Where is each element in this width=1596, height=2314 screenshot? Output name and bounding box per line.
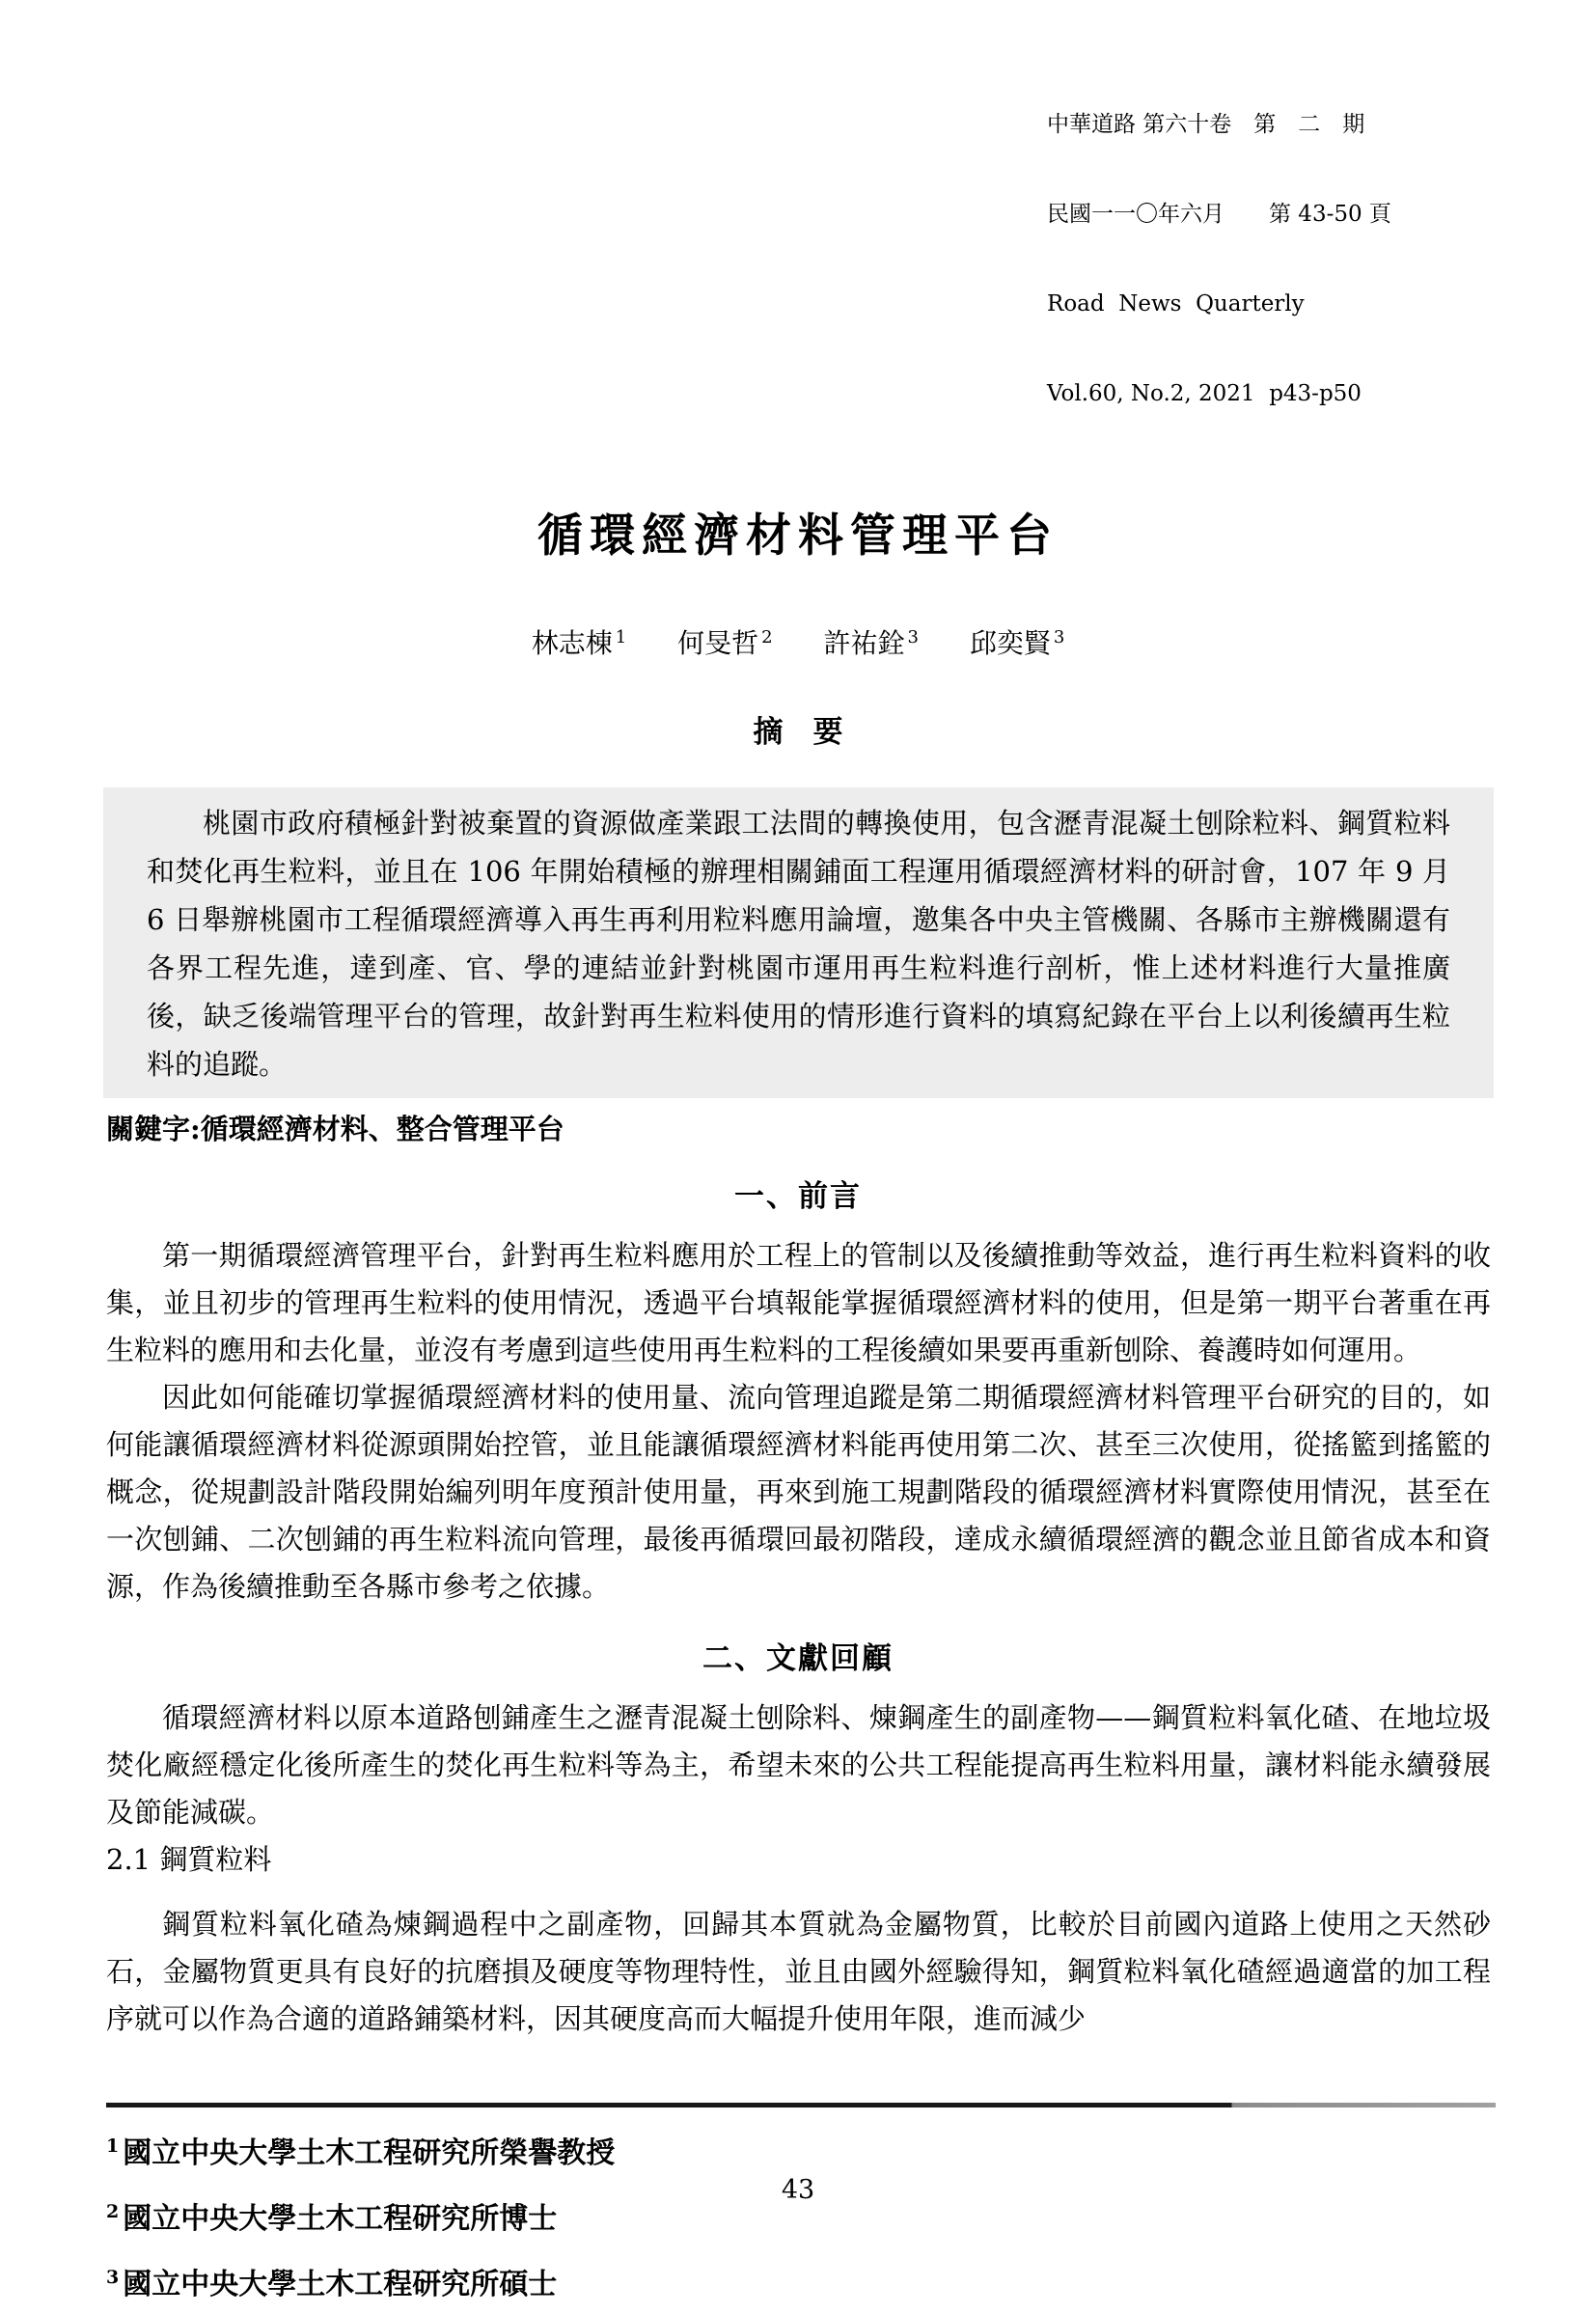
paper-page <box>0 50 1596 2307</box>
section-heading-introduction: 一、前言 <box>734 1179 862 1214</box>
journal-header-line-journal-en: Road News Quarterly <box>1047 291 1305 317</box>
author-affiliation-mark: 1 <box>615 626 627 647</box>
body-paragraph: 鋼質粒料氧化碴為煉鋼過程中之副產物，回歸其本質就為金屬物質，比較於目前國內道路上使用之天然砂石，金屬物質更具有良好的抗磨損及硬度等物理特性，並且由國外經驗得知，鋼質粒料氧化碴經過適當的加工程序就可以作為合適的道路鋪築材料，因其硬度高而大幅提升使用年限，進而減少 <box>106 1908 1491 2035</box>
footnote-mark: 2 <box>106 2201 120 2222</box>
footnote-text: 國立中央大學土木工程研究所榮譽教授 <box>123 2136 616 2170</box>
author-name: 許祐銓 <box>823 627 905 659</box>
footnote-divider <box>106 2103 1496 2107</box>
footnote-text: 國立中央大學土木工程研究所博士 <box>123 2202 558 2236</box>
footnotes <box>106 2117 1490 2314</box>
journal-header-line-vol-en: Vol.60, No.2, 2021 p43-p50 <box>1047 381 1362 406</box>
keywords-line: 關鍵字:循環經濟材料、整合管理平台 <box>106 1113 564 1145</box>
journal-header-line-volume: 中華道路 第六十卷 第 二 期 <box>1047 112 1365 137</box>
page-number: 43 <box>781 2175 815 2205</box>
footnote <box>106 2117 1490 2183</box>
author-name: 何旻哲 <box>677 627 759 659</box>
journal-header <box>1047 50 1596 469</box>
author-list <box>0 622 1596 661</box>
author <box>532 622 626 661</box>
abstract-text: 桃園市政府積極針對被棄置的資源做產業跟工法間的轉換使用，包含瀝青混凝土刨除粒料、鋼質粒料和焚化再生粒料，並且在 106 年開始積極的辦理相關鋪面工程運用循環經濟材料的研討會，107 年 9 月 6 日舉辦桃園市工程循環經濟導入再生再利用粒料應用論壇，邀集各中央主管機關、各縣市主辦機關還有各界工程先進，達到產、官、學的連結並針對桃園市運用再生粒料進行剖析，惟上述材料進行大量推廣後，缺乏後端管理平台的管理，故針對再生粒料使用的情形進行資料的填寫紀錄在平台上以利後續再生粒料的追蹤。 <box>147 807 1450 1081</box>
footnote <box>106 2248 1490 2314</box>
author <box>677 622 772 661</box>
subsection-heading-steel-aggregate: 2.1 鋼質粒料 <box>106 1843 272 1876</box>
author <box>823 622 918 661</box>
author-affiliation-mark: 3 <box>907 626 919 647</box>
footnote-mark: 1 <box>106 2135 120 2157</box>
section-heading-literature-review: 二、文獻回顧 <box>702 1641 894 1676</box>
author-name: 林志棟 <box>531 627 613 659</box>
footnote-text: 國立中央大學土木工程研究所碩士 <box>123 2268 558 2301</box>
body-paragraph: 循環經濟材料以原本道路刨鋪產生之瀝青混凝土刨除料、煉鋼產生的副產物——鋼質粒料氧化碴、在地垃圾焚化廠經穩定化後所產生的焚化再生粒料等為主，希望未來的公共工程能提高再生粒料用量，讓材料能永續發展及節能減碳。 <box>106 1701 1491 1829</box>
author-affiliation-mark: 3 <box>1053 626 1065 647</box>
footnote-mark: 3 <box>106 2267 120 2288</box>
abstract-box <box>103 787 1494 1098</box>
body-paragraph: 因此如何能確切掌握循環經濟材料的使用量、流向管理追蹤是第二期循環經濟材料管理平台研究的目的，如何能讓循環經濟材料從源頭開始控管，並且能讓循環經濟材料能再使用第二次、甚至三次使用，從搖籃到搖籃的概念，從規劃設計階段開始編列明年度預計使用量，再來到施工規劃階段的循環經濟材料實際使用情況，甚至在一次刨鋪、二次刨鋪的再生粒料流向管理，最後再循環回最初階段，達成永續循環經濟的觀念並且節省成本和資源，作為後續推動至各縣市參考之依據。 <box>106 1381 1491 1603</box>
author-name: 邱奕賢 <box>969 627 1051 659</box>
paper-title: 循環經濟材料管理平台 <box>537 510 1059 563</box>
abstract-heading: 摘 要 <box>753 715 843 750</box>
body-paragraph: 第一期循環經濟管理平台，針對再生粒料應用於工程上的管制以及後續推動等效益，進行再生粒料資料的收集，並且初步的管理再生粒料的使用情況，透過平台填報能掌握循環經濟材料的使用，但是第一期平台著重在再生粒料的應用和去化量，並沒有考慮到這些使用再生粒料的工程後續如果要再重新刨除、養護時如何運用。 <box>106 1239 1491 1366</box>
author <box>970 622 1064 661</box>
author-affiliation-mark: 2 <box>761 626 773 647</box>
journal-header-line-date: 民國一一〇年六月 第 43-50 頁 <box>1047 202 1391 227</box>
